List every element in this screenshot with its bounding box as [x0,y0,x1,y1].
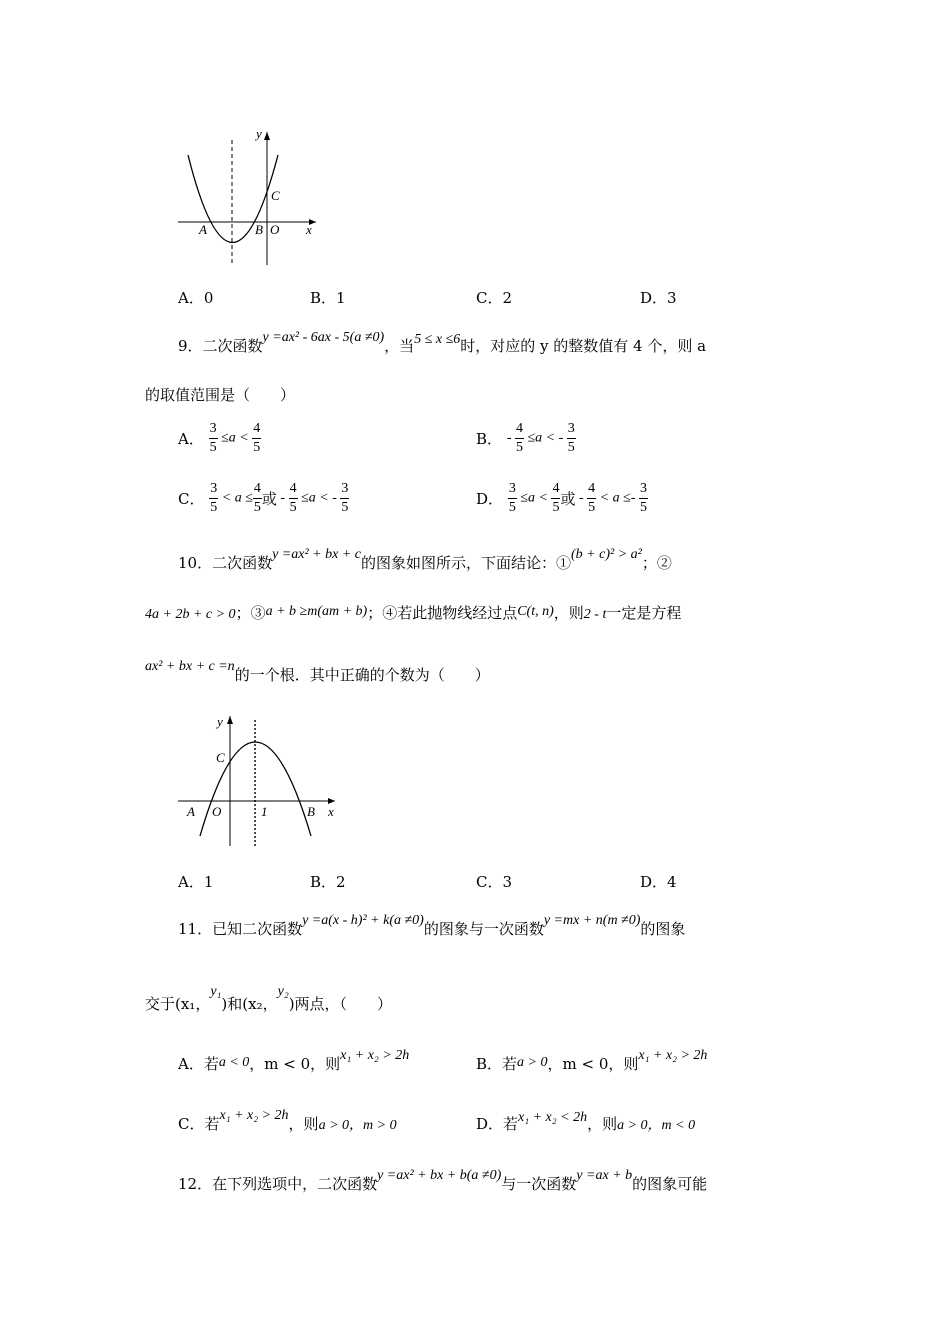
point-a-label: A [199,222,207,237]
tick-1-label: 1 [261,804,268,819]
q9-option-b[interactable]: B． - $\frac{4}{5}$ ≤a < - $\frac{3}{5}$ [476,421,575,455]
y-axis-label: y [256,126,262,141]
point-c-label: C [216,750,225,765]
q11-stem: 11．已知二次函数y =a(x - h)² + k(a ≠0)的图象与一次函数y =mx + n(m ≠0)的图象 [178,913,686,938]
point-b-label: B [307,804,315,819]
q11-option-d[interactable]: D．若x₁ + x₂ < 2h，则a > 0，m < 0 [476,1110,696,1133]
q10-option-d[interactable]: D．4 [640,873,677,891]
q10-stem: 10．二次函数y =ax² + bx + c的图象如图所示，下面结论：①(b + c)² > a²；② [178,547,672,572]
q10-stem-line2: 4a + 2b + c > 0；③a + b ≥m(am + b)；④若此抛物线经过点C(t, n)，则2 - t一定是方程 [145,604,682,622]
q8-option-c[interactable]: C．2 [476,289,513,307]
q10-option-b[interactable]: B．2 [310,873,346,891]
q9-number: 9．二次函数 [178,337,263,355]
q9-option-c[interactable]: C． $\frac{3}{5}$ < a ≤ $\frac{4}{5}$ 或 - $\frac{4}{5}$ ≤a < - $\frac{3}{5}$ [178,481,349,515]
point-b-label: B [255,222,263,237]
q10-stem-line3: ax² + bx + c =n的一个根．其中正确的个数为（ ） [145,659,490,684]
q11-number: 11．已知二次函数 [178,920,303,938]
q11-option-c[interactable]: C．若x₁ + x₂ > 2h，则a > 0，m > 0 [178,1108,397,1133]
q10-option-a[interactable]: A．1 [178,873,214,891]
q10-formula: y =ax² + bx + c [272,547,361,562]
q9-stem-line2: 的取值范围是（ ） [145,386,296,404]
origin-label: O [212,804,222,819]
x-axis-label: x [328,804,334,819]
q9-stem [178,330,707,356]
point-a-label: A [187,804,195,819]
q12-stem: 12．在下列选项中，二次函数y =ax² + bx + b(a ≠0)与一次函数y =ax + b的图象可能 [178,1168,708,1193]
x-axis-label: x [306,222,312,237]
q9-cond-post: 时，对应的 y 的整数值有 4 个，则 a [460,337,707,355]
q10-equation: ax² + bx + c =n [145,659,235,674]
q10-conclusion-3: a + b ≥m(am + b) [265,604,368,619]
q11-option-b[interactable]: B．若a > 0，m < 0，则x₁ + x₂ > 2h [476,1048,708,1073]
q8-option-b[interactable]: B．1 [310,289,346,307]
q9-option-a[interactable]: A． $\frac{3}{5}$ ≤a < $\frac{4}{5}$ [178,421,261,455]
q11-quadratic: y =a(x - h)² + k(a ≠0) [302,913,424,928]
y-axis-label: y [217,714,223,729]
parabola-graph-2 [170,708,350,853]
q9-formula: y =ax² - 6ax - 5(a ≠0) [262,330,385,345]
parabola-graph-1 [170,120,320,275]
q9-cond-pre: ，当 [384,337,415,355]
q12-number: 12．在下列选项中，二次函数 [178,1175,378,1193]
q10-point: C(t, n) [517,604,554,619]
origin-label: O [270,222,280,237]
q10-option-c[interactable]: C．3 [476,873,513,891]
q9-condition: 5 ≤ x ≤6 [414,332,461,347]
q9-option-d[interactable]: D． $\frac{3}{5}$ ≤a < $\frac{4}{5}$ 或 - $\frac{4}{5}$ < a ≤- $\frac{3}{5}$ [476,481,647,515]
q8-option-a[interactable]: A．0 [178,289,214,307]
q12-linear: y =ax + b [576,1168,633,1183]
q11-linear: y =mx + n(m ≠0) [543,913,641,928]
q12-quadratic: y =ax² + bx + b(a ≠0) [377,1168,502,1183]
q11-option-a[interactable]: A．若a < 0，m < 0，则x₁ + x₂ > 2h [178,1048,410,1073]
point-c-label: C [271,188,280,203]
q8-option-d[interactable]: D．3 [640,289,677,307]
q11-stem-line2: 交于(x₁，y₁)和(x₂，y₂)两点，（ ） [145,984,393,1013]
q10-conclusion-1: (b + c)² > a² [571,547,642,562]
q10-expr: 2 - t [583,607,607,622]
q10-conclusion-2: 4a + 2b + c > 0 [145,607,236,622]
q10-number: 10．二次函数 [178,554,273,572]
